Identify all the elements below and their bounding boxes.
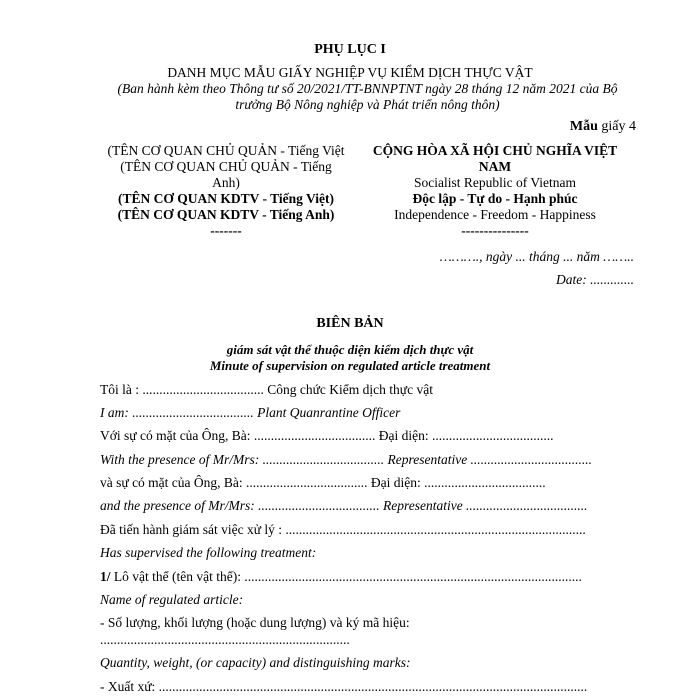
agency-line5: (TÊN CƠ QUAN KDTV - Tiếng Anh)	[117, 207, 335, 222]
agency-line3: Anh)	[212, 175, 240, 190]
form-line: With the presence of Mr/Mrs: .................................... Representative ....................................	[100, 452, 593, 467]
form-line: - Xuất xứ: ...............................................................................................................................	[100, 679, 588, 694]
appendix-note-line2: trưởng Bộ Nông nghiệp và Phát triển nông thôn)	[235, 97, 500, 112]
national-header	[360, 143, 630, 239]
national-line5: Independence - Freedom - Happiness	[394, 207, 596, 222]
appendix-note	[95, 81, 640, 113]
form-line: Has supervised the following treatment:	[100, 545, 317, 560]
form-line: and the presence of Mr/Mrs: .................................... Representative ....................................	[100, 498, 588, 513]
form-number-label: Mẫu	[569, 119, 598, 134]
national-line3: Socialist Republic of Vietnam	[413, 175, 577, 190]
form-line: Với sự có mặt của Ông, Bà: .................................... Đại diện: ....................................	[100, 428, 554, 443]
item-number: 1/	[100, 569, 111, 584]
form-line: Tôi là : .................................... Công chức Kiểm dịch thực vật	[100, 382, 433, 397]
agency-divider: -------	[210, 223, 242, 238]
appendix-title: PHỤ LỤC I	[314, 42, 386, 57]
agency-header	[92, 143, 360, 239]
form-line: I am: .................................... Plant Quanrantine Officer	[100, 405, 401, 420]
document-title: BIÊN BẢN	[316, 316, 384, 331]
agency-line2: (TÊN CƠ QUAN CHỦ QUẢN - Tiếng	[120, 159, 332, 174]
form-line: ..........................................................................	[100, 632, 350, 647]
national-line2: NAM	[478, 159, 512, 174]
document-subtitle-vn: giám sát vật thể thuộc diện kiểm dịch thực vật	[226, 342, 474, 357]
date-vn: ………., ngày ... tháng ... năm ……..	[439, 249, 634, 264]
national-line4: Độc lập - Tự do - Hạnh phúc	[412, 191, 578, 206]
form-line: - Số lượng, khối lượng (hoặc dung lượng) và ký mã hiệu:	[100, 615, 410, 630]
appendix-note-line1: (Ban hành kèm theo Thông tư số 20/2021/TT-BNNPTNT ngày 28 tháng 12 năm 2021 của Bộ	[117, 81, 618, 96]
form-line: 1/ Lô vật thể (tên vật thể): ....................................................................................................	[100, 569, 582, 584]
agency-line1: (TÊN CƠ QUAN CHỦ QUẢN - Tiếng Việt	[107, 143, 345, 158]
national-divider: ---------------	[461, 223, 529, 238]
agency-line4: (TÊN CƠ QUAN KDTV - Tiếng Việt)	[117, 191, 334, 206]
national-line1: CỘNG HÒA XÃ HỘI CHỦ NGHĨA VIỆT	[372, 143, 618, 158]
form-number	[570, 119, 636, 135]
appendix-subtitle: DANH MỤC MẪU GIẤY NGHIỆP VỤ KIỂM DỊCH THỰC VẬT	[167, 65, 533, 80]
form-line: và sự có mặt của Ông, Bà: .................................... Đại diện: ....................................	[100, 475, 546, 490]
document-subtitle-en: Minute of supervision on regulated article treatment	[209, 358, 491, 373]
form-line: Name of regulated article:	[100, 592, 244, 607]
form-line: Quantity, weight, (or capacity) and distinguishing marks:	[100, 655, 411, 670]
date-en: Date: .............	[556, 272, 634, 287]
form-line: Đã tiến hành giám sát việc xử lý : .........................................................................................	[100, 522, 586, 537]
form-number-value: giấy 4	[601, 119, 636, 134]
